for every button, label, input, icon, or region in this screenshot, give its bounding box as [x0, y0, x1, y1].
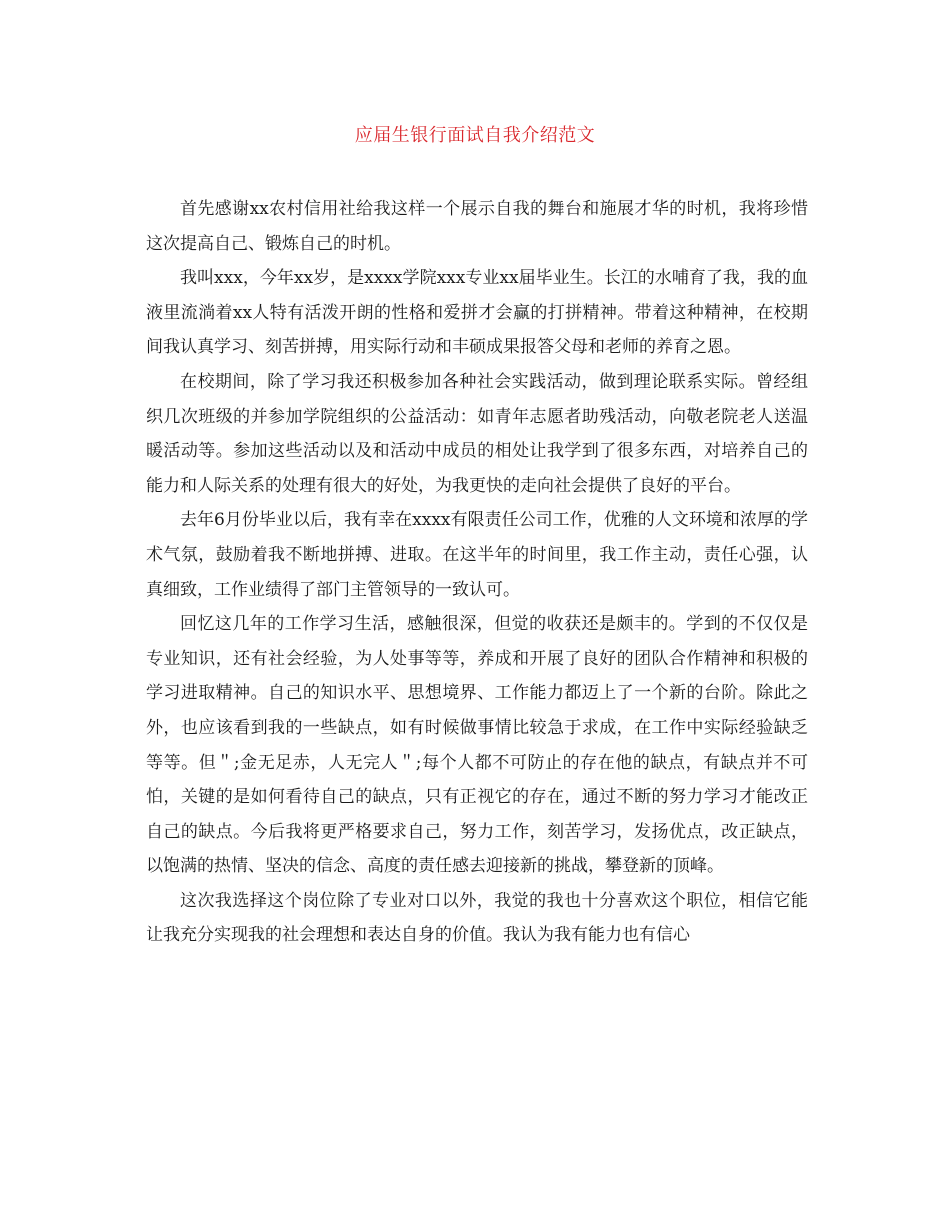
- document-title: 应届生银行面试自我介绍范文: [354, 125, 596, 146]
- paragraph-1: 首先感谢xx农村信用社给我这样一个展示自我的舞台和施展才华的时机，我将珍惜这次提高自己、锻炼自己的时机。: [146, 199, 808, 254]
- paragraph-6: 这次我选择这个岗位除了专业对口以外，我觉的我也十分喜欢这个职位，相信它能让我充分实现我的社会理想和表达自身的价值。我认为我有能力也有信心: [146, 890, 808, 946]
- paragraph-2: 我叫xxx，今年xx岁，是xxxx学院xxx专业xx届毕业生。长江的水哺育了我，我的血液里流淌着xx人特有活泼开朗的性格和爱拼才会赢的打拼精神。带着这种精神，在校期间我认真学习、刻苦拼搏，用实际行动和丰硕成果报答父母和老师的养育之恩。: [146, 268, 808, 358]
- paragraph-4: 去年6月份毕业以后，我有幸在xxxx有限责任公司工作，优雅的人文环境和浓厚的学术气氛，鼓励着我不断地拼搏、进取。在这半年的时间里，我工作主动，责任心强，认真细致，工作业绩得了部门主管领导的一致认可。: [146, 510, 808, 600]
- paragraph-5: 回忆这几年的工作学习生活，感触很深，但觉的收获还是颇丰的。学到的不仅仅是专业知识，还有社会经验，为人处事等等，养成和开展了良好的团队合作精神和积极的学习进取精神。自己的知识水平、思想境界、工作能力都迈上了一个新的台阶。除此之外，也应该看到我的一些缺点，如有时候做事情比较急于求成，在工作中实际经验缺乏等等。但＂;金无足赤，人无完人＂;每个人都不可防止的存在他的缺点，有缺点并不可怕，关键的是如何看待自己的缺点，只有正视它的存在，通过不断的努力学习才能改正自己的缺点。今后我将更严格要求自己，努力工作，刻苦学习，发扬优点，改正缺点，以饱满的热情、坚决的信念、高度的责任感去迎接新的挑战，攀登新的顶峰。: [146, 614, 808, 877]
- paragraph-3: 在校期间，除了学习我还积极参加各种社会实践活动，做到理论联系实际。曾经组织几次班级的并参加学院组织的公益活动：如青年志愿者助残活动，向敬老院老人送温暖活动等。参加这些活动以及和活动中成员的相处让我学到了很多东西，对培养自己的能力和人际关系的处理有很大的好处，为我更快的走向社会提供了良好的平台。: [146, 371, 808, 496]
- document-body: [146, 192, 808, 953]
